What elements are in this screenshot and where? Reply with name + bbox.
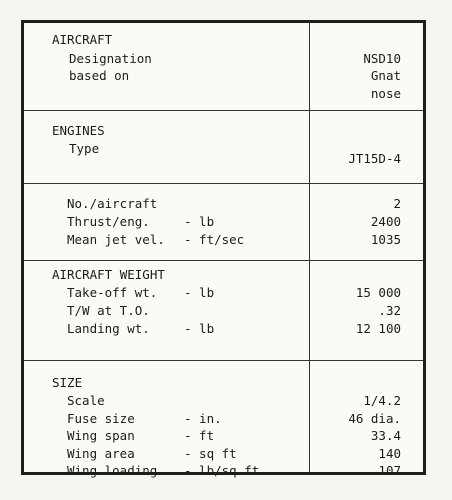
size-row [24, 462, 423, 480]
size-unit: - ft [184, 428, 215, 443]
weight-section [24, 260, 423, 361]
engine-type-label: Type [69, 141, 100, 156]
engine-spec-row [24, 213, 423, 231]
weight-heading-row [24, 266, 423, 284]
spec-unit: - lb [184, 214, 215, 229]
weight-row [24, 302, 423, 320]
weight-label: Take-off wt. [67, 285, 158, 300]
size-label: Fuse size [67, 411, 135, 426]
aircraft-heading-row [24, 31, 423, 49]
weight-label: T/W at T.O. [67, 303, 150, 318]
based-on-value-line1: Gnat [370, 68, 401, 83]
size-label: Wing loading [67, 463, 158, 478]
size-value: 1/4.2 [363, 393, 401, 408]
engine-spec-row [24, 231, 423, 249]
size-heading: SIZE [52, 375, 83, 390]
designation-value: NSD10 [363, 51, 401, 66]
based-on-value-line2: nose [370, 86, 401, 101]
based-on-row [24, 67, 423, 85]
weight-heading: AIRCRAFT WEIGHT [52, 267, 165, 282]
spec-label: No./aircraft [67, 196, 158, 211]
engines-heading-row [24, 122, 423, 140]
designation-row [24, 50, 423, 68]
size-value: 107 [378, 463, 401, 478]
size-label: Wing area [67, 446, 135, 461]
weight-value: .32 [378, 303, 401, 318]
spec-value: 2400 [370, 214, 401, 229]
based-on-label: based on [69, 68, 130, 83]
size-row [24, 410, 423, 428]
size-value: 46 dia. [348, 411, 401, 426]
engine-specs-section [24, 183, 423, 261]
spec-table [21, 20, 426, 478]
size-row [24, 445, 423, 463]
weight-unit: - lb [184, 285, 215, 300]
spec-value: 1035 [370, 232, 401, 247]
size-unit: - lb/sq.ft [184, 463, 260, 478]
weight-value: 15 000 [355, 285, 401, 300]
weight-row [24, 320, 423, 338]
engines-heading: ENGINES [52, 123, 105, 138]
size-section [24, 360, 423, 478]
size-value: 33.4 [370, 428, 401, 443]
spec-label: Thrust/eng. [67, 214, 150, 229]
size-row [24, 427, 423, 445]
aircraft-heading: AIRCRAFT [52, 32, 113, 47]
size-heading-row [24, 374, 423, 392]
based-on-row-2 [24, 85, 423, 103]
size-unit: - in. [184, 411, 222, 426]
size-unit: - sq ft [184, 446, 237, 461]
weight-value: 12 100 [355, 321, 401, 336]
size-label: Scale [67, 393, 105, 408]
spec-value: 2 [393, 196, 401, 211]
weight-label: Landing wt. [67, 321, 150, 336]
spec-label: Mean jet vel. [67, 232, 165, 247]
weight-unit: - lb [184, 321, 215, 336]
size-row [24, 392, 423, 410]
engines-section [24, 110, 423, 184]
engine-type-value: JT15D-4 [348, 151, 401, 166]
spec-unit: - ft/sec [184, 232, 245, 247]
size-label: Wing span [67, 428, 135, 443]
aircraft-section [24, 23, 423, 111]
designation-label: Designation [69, 51, 152, 66]
weight-row [24, 284, 423, 302]
size-value: 140 [378, 446, 401, 461]
engine-type-value-row [24, 150, 423, 168]
engine-spec-row [24, 195, 423, 213]
